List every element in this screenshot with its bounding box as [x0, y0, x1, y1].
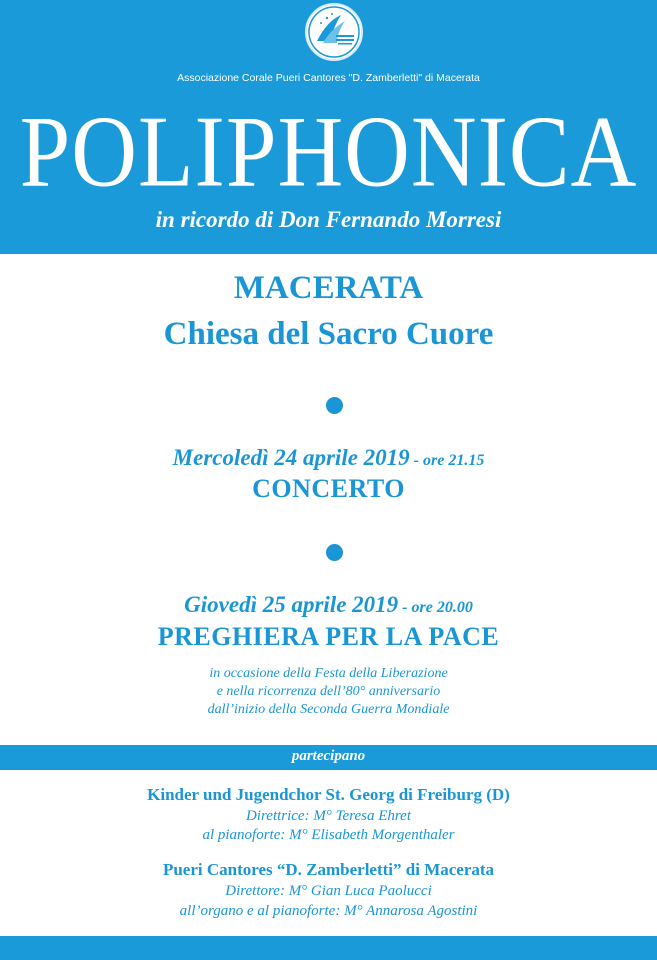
occasion-line: in occasione della Festa della Liberazione: [209, 666, 448, 681]
choir-credit: Direttrice: M° Teresa Ehret: [246, 808, 411, 824]
event-name: PREGHIERA PER LA PACE: [157, 622, 500, 651]
event-date-line: [0, 445, 657, 471]
choir-credit: Direttore: M° Gian Luca Paolucci: [225, 883, 432, 899]
event-time: - ore 20.00: [402, 599, 473, 616]
footer-band: [0, 936, 657, 960]
participants-label: partecipano: [291, 748, 366, 764]
association-name: Associazione Corale Pueri Cantores "D. Zamberletti" di Macerata: [177, 72, 480, 84]
venue-city: MACERATA: [233, 270, 424, 306]
occasion-line: e nella ricorrenza dell’80° anniversario: [216, 684, 441, 699]
event-date-line: [0, 592, 657, 618]
event-date: Giovedì 25 aprile 2019: [184, 592, 399, 617]
event-date: Mercoledì 24 aprile 2019: [172, 445, 410, 470]
event-time: - ore 21.15: [413, 452, 485, 469]
venue-church: Chiesa del Sacro Cuore: [163, 316, 494, 352]
choir-name: Pueri Cantores “D. Zamberletti” di Macerata: [162, 860, 495, 879]
choir-name: Kinder und Jugendchor St. Georg di Freiburg (D): [147, 785, 510, 804]
pueri-cantores-logo: [305, 3, 363, 61]
bullet-dot: [326, 544, 343, 561]
occasion-line: dall’inizio della Seconda Guerra Mondiale: [207, 702, 450, 717]
event-name: CONCERTO: [252, 474, 405, 503]
event-occasion: [0, 665, 657, 719]
page-title: POLIPHONICA: [19, 94, 638, 208]
bullet-dot: [326, 397, 343, 414]
page-subtitle: in ricordo di Don Fernando Morresi: [155, 207, 502, 232]
logo-icon: [307, 5, 361, 59]
choir-credit: all’organo e al pianoforte: M° Annarosa Agostini: [179, 903, 478, 919]
choir-credit: al pianoforte: M° Elisabeth Morgenthaler: [202, 827, 455, 843]
